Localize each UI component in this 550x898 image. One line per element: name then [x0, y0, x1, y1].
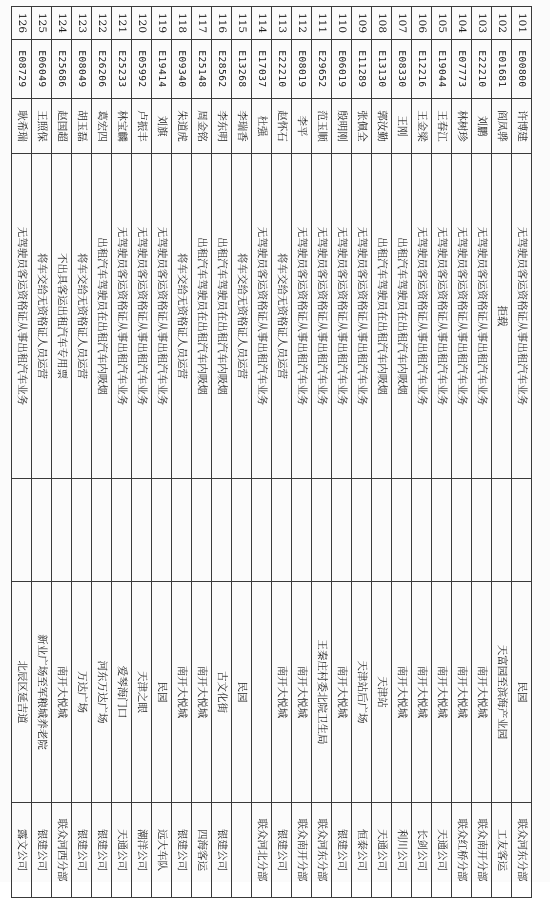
blank-cell	[292, 479, 312, 582]
license-id: E00800	[512, 40, 532, 99]
table-row	[452, 7, 472, 898]
license-id: E08019	[292, 40, 312, 99]
license-id: E12216	[412, 40, 432, 99]
row-number: 117	[192, 7, 212, 40]
license-id: E22210	[472, 40, 492, 99]
company: 银建公司	[332, 803, 352, 898]
driver-name: 范玉顺	[312, 99, 332, 154]
location: 天津之眼	[132, 582, 152, 803]
row-number: 105	[432, 7, 452, 40]
location: 新业广场至军粮城养老院	[32, 582, 52, 803]
table-row	[172, 7, 192, 898]
blank-cell	[152, 479, 172, 582]
location: 南开大悦城	[412, 582, 432, 803]
license-id: E17037	[252, 40, 272, 99]
license-id: E29652	[312, 40, 332, 99]
table-row	[372, 7, 392, 898]
company: 联众红桥分部	[452, 803, 472, 898]
row-number: 118	[172, 7, 192, 40]
driver-name: 阎凤骅	[492, 99, 512, 154]
license-id: E08330	[392, 40, 412, 99]
license-id: E06049	[32, 40, 52, 99]
blank-cell	[312, 479, 332, 582]
violations-table-body	[12, 7, 532, 898]
driver-name: 林宝麟	[112, 99, 132, 154]
driver-name: 王刚	[392, 99, 412, 154]
row-number: 126	[12, 7, 32, 40]
driver-name: 刘鹏	[472, 99, 492, 154]
row-number: 121	[112, 7, 132, 40]
row-number: 106	[412, 7, 432, 40]
row-number: 114	[252, 7, 272, 40]
blank-cell	[92, 479, 112, 582]
violation-description: 出租汽车驾驶员在出租汽车内吸烟	[392, 154, 412, 479]
license-id: E26206	[92, 40, 112, 99]
violation-description: 无驾驶员客运资格证从事出租汽车业务	[112, 154, 132, 479]
driver-name: 赵国超	[52, 99, 72, 154]
company: 联众河东分部	[512, 803, 532, 898]
table-row	[12, 7, 32, 898]
company: 银建公司	[212, 803, 232, 898]
table-row	[272, 7, 292, 898]
table-row	[332, 7, 352, 898]
license-id: E06019	[332, 40, 352, 99]
driver-name: 张佩全	[352, 99, 372, 154]
location: 万达广场	[72, 582, 92, 803]
company: 联众河东分部	[312, 803, 332, 898]
location: 南开大悦城	[52, 582, 72, 803]
location: 南开大悦城	[272, 582, 292, 803]
location: 民园	[512, 582, 532, 803]
violation-description: 出租汽车驾驶员在出租汽车内吸烟	[92, 154, 112, 479]
location: 爱琴海门口	[112, 582, 132, 803]
table-row	[212, 7, 232, 898]
violation-description: 将车交给无资格证人员运营	[72, 154, 92, 479]
table-row	[312, 7, 332, 898]
blank-cell	[12, 479, 32, 582]
license-id: E28562	[212, 40, 232, 99]
blank-cell	[272, 479, 292, 582]
row-number: 107	[392, 7, 412, 40]
table-row	[72, 7, 92, 898]
license-id: E22210	[272, 40, 292, 99]
company: 四海客运	[192, 803, 212, 898]
violation-description: 无驾驶员客运资格证从事出租汽车业务	[512, 154, 532, 479]
license-id: E08049	[72, 40, 92, 99]
table-row	[412, 7, 432, 898]
company: 工友客运	[492, 803, 512, 898]
row-number: 111	[312, 7, 332, 40]
location: 民园	[232, 582, 252, 803]
violation-description: 无驾驶员客运资格证从事出租汽车业务	[472, 154, 492, 479]
violation-description: 将车交给无资格证人员运营	[232, 154, 252, 479]
driver-name: 刘旗	[152, 99, 172, 154]
license-id: E19414	[152, 40, 172, 99]
violation-description: 出租汽车驾驶员在出租汽车内吸烟	[212, 154, 232, 479]
row-number: 110	[332, 7, 352, 40]
driver-name: 王春江	[432, 99, 452, 154]
driver-name: 王金梁	[412, 99, 432, 154]
table-row	[432, 7, 452, 898]
violation-description: 无驾驶员客运资格证从事出租汽车业务	[12, 154, 32, 479]
company: 银建公司	[172, 803, 192, 898]
blank-cell	[132, 479, 152, 582]
table-row	[192, 7, 212, 898]
violation-description: 无驾驶员客运资格证从事出租汽车业务	[412, 154, 432, 479]
row-number: 104	[452, 7, 472, 40]
violation-description: 出租汽车驾驶员在出租汽车内吸烟	[192, 154, 212, 479]
row-number: 102	[492, 7, 512, 40]
violation-description: 无驾驶员客运资格证从事出租汽车业务	[292, 154, 312, 479]
row-number: 112	[292, 7, 312, 40]
license-id: E25233	[112, 40, 132, 99]
violation-description: 拒载	[492, 154, 512, 479]
company: 露文公司	[12, 803, 32, 898]
location: 南开大悦城	[432, 582, 452, 803]
driver-name: 杜强	[252, 99, 272, 154]
location: 古文化街	[212, 582, 232, 803]
company: 联众河西分部	[52, 803, 72, 898]
location: 河东万达广场	[92, 582, 112, 803]
table-row	[472, 7, 492, 898]
table-row	[132, 7, 152, 898]
table-row	[232, 7, 252, 898]
driver-name: 赵怀石	[272, 99, 292, 154]
violation-description: 无驾驶员客运资格证从事出租汽车业务	[452, 154, 472, 479]
table-row	[52, 7, 72, 898]
blank-cell	[412, 479, 432, 582]
blank-cell	[352, 479, 372, 582]
company: 联众河北分部	[252, 803, 272, 898]
table-row	[512, 7, 532, 898]
table-row	[112, 7, 132, 898]
violation-description: 将车交给无资格证人员运营	[32, 154, 52, 479]
row-number: 123	[72, 7, 92, 40]
license-id: E08729	[12, 40, 32, 99]
row-number: 101	[512, 7, 532, 40]
company: 联众南开分部	[472, 803, 492, 898]
company: 利川公司	[392, 803, 412, 898]
driver-name: 李瑞香	[232, 99, 252, 154]
location: 南开大悦城	[292, 582, 312, 803]
violation-description: 将车交给无资格证人员运营	[172, 154, 192, 479]
driver-name: 许博建	[512, 99, 532, 154]
row-number: 125	[32, 7, 52, 40]
location: 南开大悦城	[392, 582, 412, 803]
blank-cell	[172, 479, 192, 582]
row-number: 116	[212, 7, 232, 40]
location: 南开大悦城	[192, 582, 212, 803]
license-id: E25148	[192, 40, 212, 99]
blank-cell	[232, 479, 252, 582]
blank-cell	[392, 479, 412, 582]
location: 民园	[152, 582, 172, 803]
location: 王秦庄村委北院卫生局	[312, 582, 332, 803]
driver-name: 耿希瑞	[12, 99, 32, 154]
location: 南开大悦城	[332, 582, 352, 803]
table-row	[92, 7, 112, 898]
license-id: E13130	[372, 40, 392, 99]
license-id: E09340	[172, 40, 192, 99]
location: 天富园至滨海产业园	[492, 582, 512, 803]
table-row	[152, 7, 172, 898]
driver-name: 周金铭	[192, 99, 212, 154]
blank-cell	[252, 479, 272, 582]
driver-name: 李平	[292, 99, 312, 154]
location	[252, 582, 272, 803]
company	[232, 803, 252, 898]
license-id: E11289	[352, 40, 372, 99]
company: 银建公司	[72, 803, 92, 898]
violation-description: 无驾驶员客运资格证从事出租汽车业务	[352, 154, 372, 479]
company: 恒泰公司	[352, 803, 372, 898]
license-id: E25686	[52, 40, 72, 99]
row-number: 109	[352, 7, 372, 40]
driver-name: 葛宏四	[92, 99, 112, 154]
location: 南开大悦城	[452, 582, 472, 803]
blank-cell	[372, 479, 392, 582]
row-number: 115	[232, 7, 252, 40]
driver-name: 郭汝勤	[372, 99, 392, 154]
license-id: E07773	[452, 40, 472, 99]
row-number: 108	[372, 7, 392, 40]
violation-description: 无驾驶员客运资格证从事出租汽车业务	[252, 154, 272, 479]
license-id: E13268	[232, 40, 252, 99]
violation-description: 不出具客运出租汽车专用票	[52, 154, 72, 479]
company: 长剑公司	[412, 803, 432, 898]
table-row	[32, 7, 52, 898]
violation-description: 无驾驶员客运资格证从事出租汽车业务	[332, 154, 352, 479]
violation-description: 出租汽车驾驶员在出租汽车内吸烟	[372, 154, 392, 479]
driver-name: 卢振丰	[132, 99, 152, 154]
company: 天通公司	[112, 803, 132, 898]
driver-name: 王照保	[32, 99, 52, 154]
company: 银建公司	[92, 803, 112, 898]
blank-cell	[452, 479, 472, 582]
row-number: 103	[472, 7, 492, 40]
violation-description: 将车交给无资格证人员运营	[272, 154, 292, 479]
driver-name: 胡玉磊	[72, 99, 92, 154]
blank-cell	[192, 479, 212, 582]
blank-cell	[332, 479, 352, 582]
driver-name: 殷明刚	[332, 99, 352, 154]
blank-cell	[472, 479, 492, 582]
row-number: 124	[52, 7, 72, 40]
blank-cell	[32, 479, 52, 582]
blank-cell	[492, 479, 512, 582]
location: 南开大悦城	[472, 582, 492, 803]
violation-description: 无驾驶员客运资格证从事出租汽车业务	[312, 154, 332, 479]
company: 天通公司	[432, 803, 452, 898]
row-number: 120	[132, 7, 152, 40]
blank-cell	[112, 479, 132, 582]
driver-name: 林树珍	[452, 99, 472, 154]
row-number: 122	[92, 7, 112, 40]
violation-description: 无驾驶员客运资格证从事出租汽车业务	[152, 154, 172, 479]
blank-cell	[52, 479, 72, 582]
location: 南开大悦城	[172, 582, 192, 803]
table-row	[392, 7, 412, 898]
driver-name: 朱道虎	[172, 99, 192, 154]
row-number: 119	[152, 7, 172, 40]
location: 北辰区延吉道	[12, 582, 32, 803]
blank-cell	[512, 479, 532, 582]
company: 远大车队	[152, 803, 172, 898]
company: 天通公司	[372, 803, 392, 898]
license-id: E19044	[432, 40, 452, 99]
license-id: E01681	[492, 40, 512, 99]
row-number: 113	[272, 7, 292, 40]
company: 银建公司	[32, 803, 52, 898]
violations-table	[11, 6, 532, 898]
blank-cell	[212, 479, 232, 582]
violation-description: 无驾驶员客运资格证从事出租汽车业务	[132, 154, 152, 479]
company: 银建公司	[272, 803, 292, 898]
table-row	[492, 7, 512, 898]
location: 天津站后广场	[352, 582, 372, 803]
location: 天津站	[372, 582, 392, 803]
blank-cell	[432, 479, 452, 582]
driver-name: 李东明	[212, 99, 232, 154]
license-id: E05992	[132, 40, 152, 99]
company: 联众南开分部	[292, 803, 312, 898]
table-row	[352, 7, 372, 898]
violation-description: 无驾驶员客运资格证从事出租汽车业务	[432, 154, 452, 479]
table-row	[252, 7, 272, 898]
table-row	[292, 7, 312, 898]
blank-cell	[72, 479, 92, 582]
company: 潮洋公司	[132, 803, 152, 898]
